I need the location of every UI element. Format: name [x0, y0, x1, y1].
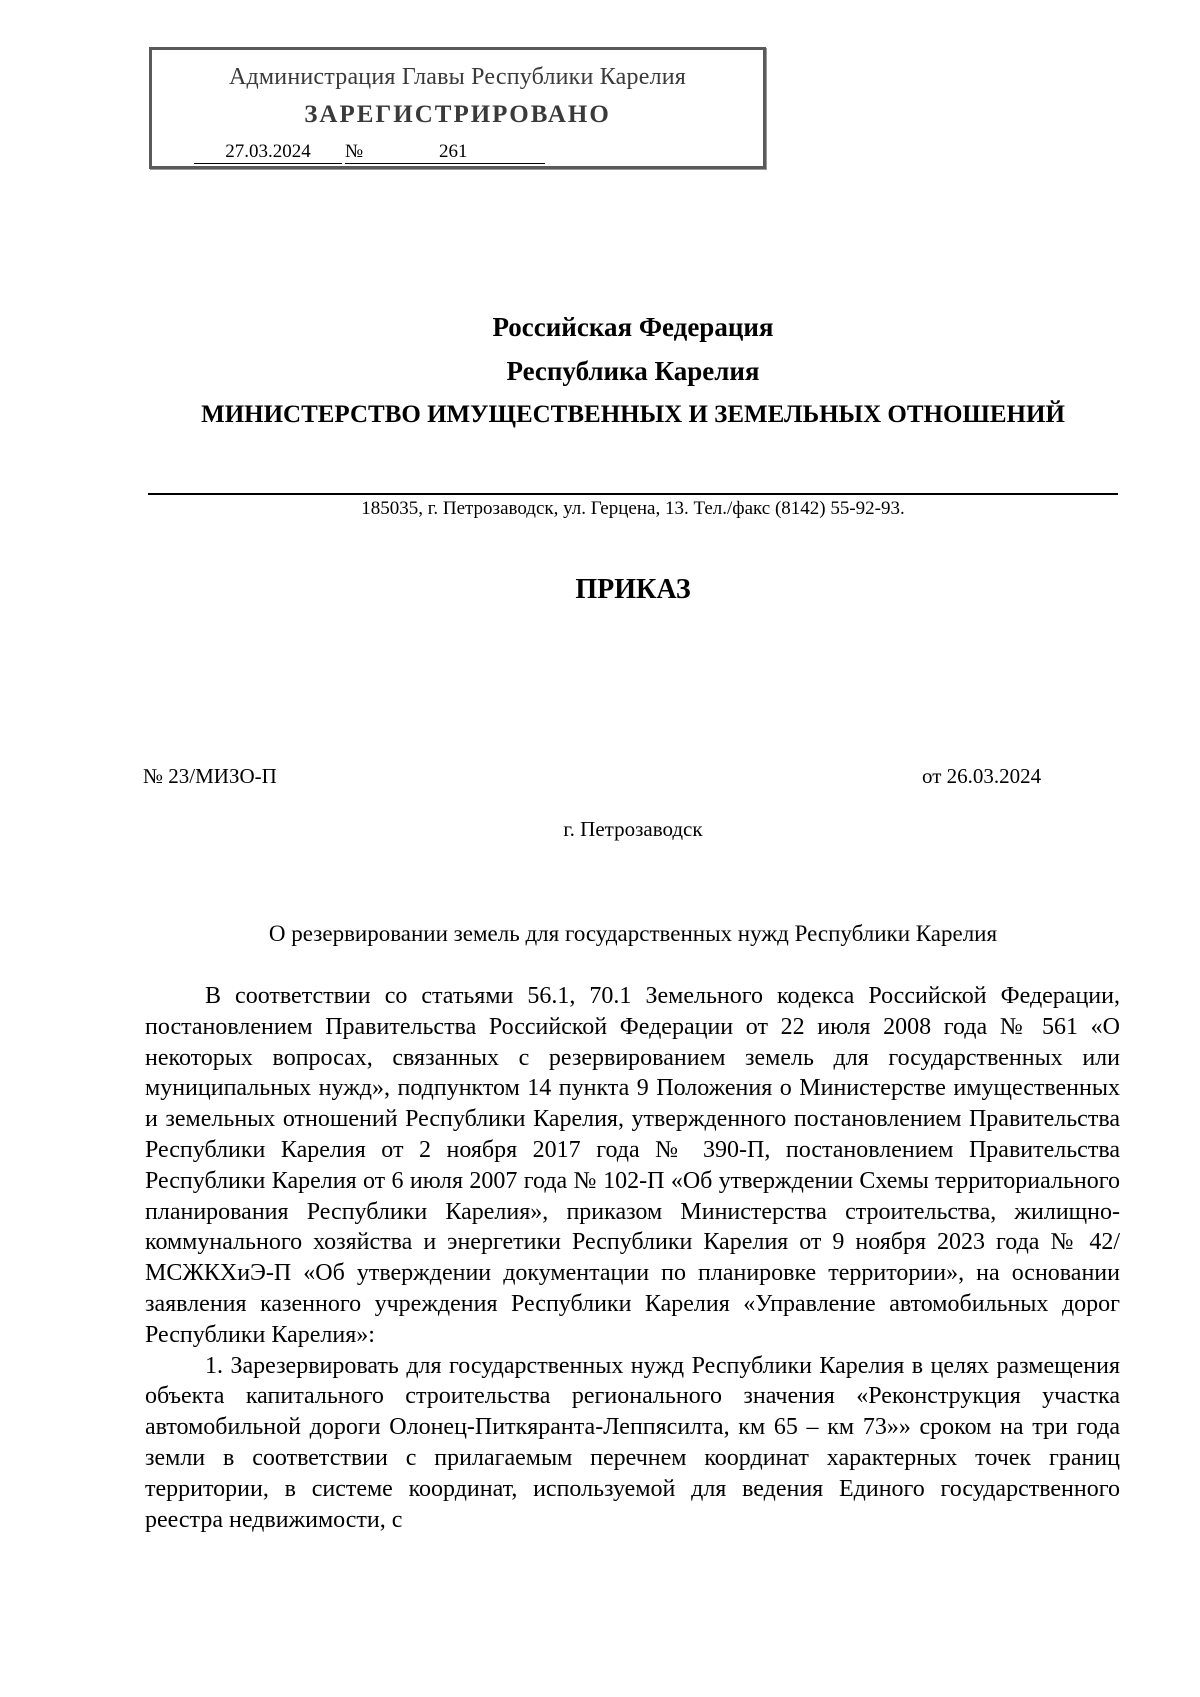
- stamp-number-label: №: [345, 141, 379, 164]
- body-preamble: В соответствии со статьями 56.1, 70.1 Земельного кодекса Российской Федерации, постановлением Правительства Российской Федерации от 22 июля 2008 года № 561 «О некоторых вопросах, связанных с резервированием земель для государственных или муниципальных нужд», подпунктом 14 пункта 9 Положения о Министерстве имущественных и земельных отношений Республики Карелия, утвержденного постановлением Правительства Республики Карелия от 2 ноября 2017 года № 390-П, постановлением Правительства Республики Карелия от 6 июля 2007 года № 102-П «Об утверждении Схемы территориального планирования Республики Карелия», приказом Министерства строительства, жилищно-коммунального хозяйства и энергетики Республики Карелия от 9 ноября 2023 года № 42/МСЖКХиЭ-П «Об утверждении документации по планировке территории», на основании заявления казенного учреждения Республики Карелия «Управление автомобильных дорог Республики Карелия»:: [145, 983, 1120, 1348]
- header-divider: [148, 493, 1118, 495]
- stamp-organization: Администрация Главы Республики Карелия: [228, 64, 687, 90]
- header-address: 185035, г. Петрозаводск, ул. Герцена, 13. Тел./факс (8142) 55-92-93.: [361, 498, 905, 519]
- document-body: [145, 981, 1120, 1535]
- document-place: г. Петрозаводск: [563, 817, 703, 841]
- header-country: Российская Федерация: [492, 312, 774, 342]
- document-type: ПРИКАЗ: [575, 574, 691, 605]
- document-number: № 23/МИЗО-П: [143, 764, 277, 788]
- body-item-1: 1. Зарезервировать для государственных нужд Республики Карелия в целях размещения объекта капитального строительства регионального значения «Реконструкция участка автомобильной дороги Олонец-Питкяранта-Леппясилта, км 65 – км 73»» сроком на три года земли в соответствии с прилагаемым перечнем координат характерных точек границ территории, в системе координат, используемой для ведения Единого государственного реестра недвижимости, с: [145, 1352, 1120, 1533]
- stamp-date: 27.03.2024: [194, 141, 342, 164]
- stamp-number: 261: [379, 141, 545, 164]
- registration-stamp: [149, 47, 766, 169]
- document-date: от 26.03.2024: [922, 764, 1042, 788]
- document-subject: О резервировании земель для государственных нужд Республики Карелия: [268, 921, 998, 946]
- header-region: Республика Карелия: [506, 356, 760, 386]
- stamp-status: ЗАРЕГИСТРИРОВАНО: [304, 101, 611, 128]
- header-ministry: МИНИСТЕРСТВО ИМУЩЕСТВЕННЫХ И ЗЕМЕЛЬНЫХ ОТНОШЕНИЙ: [201, 401, 1065, 428]
